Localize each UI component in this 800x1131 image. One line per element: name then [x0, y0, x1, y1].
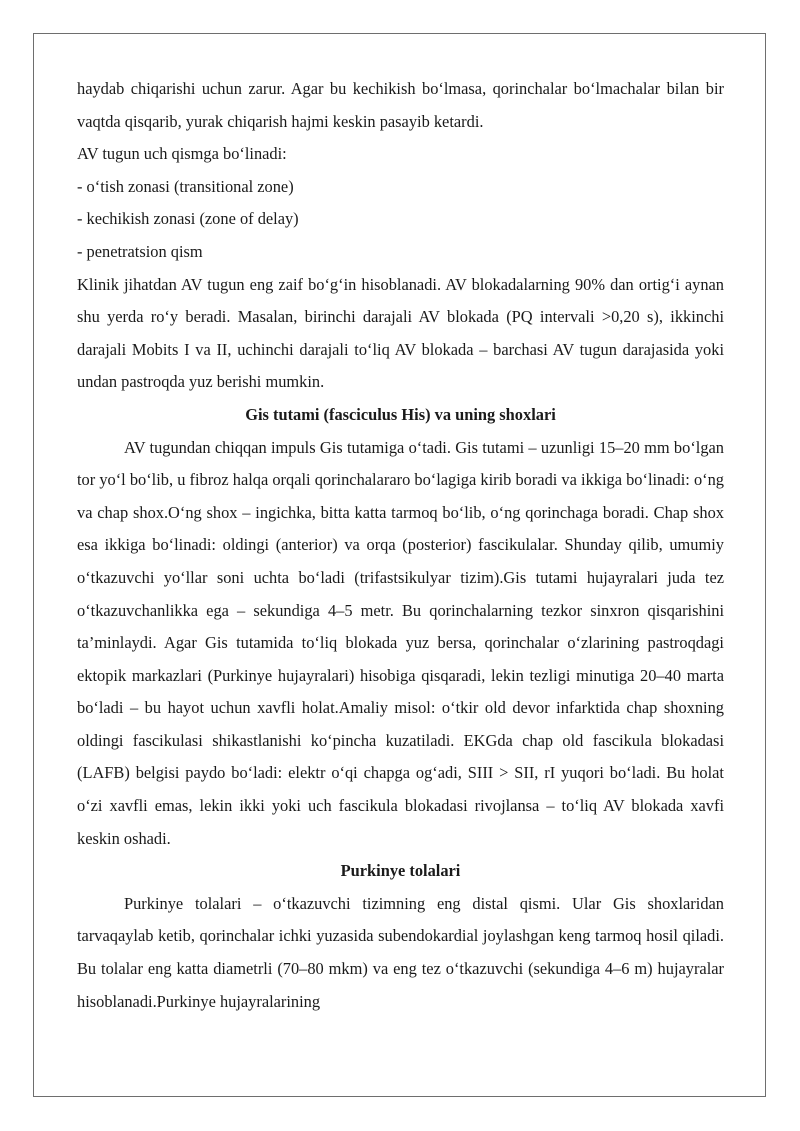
document-body: [77, 73, 724, 1018]
heading-bundle-of-his: Gis tutami (fasciculus His) va uning shoxlari: [245, 404, 556, 424]
paragraph-purkinje-fibers: Purkinye tolalari – o‘tkazuvchi tizimning eng distal qismi. Ular Gis shoxlaridan tarvaqaylab ketib, qorinchalar ichki yuzasida subendokardial joylashgan keng tarmoq hosil qiladi. Bu tolalar eng katta diametrli (70–80 mkm) va eng tez o‘tkazuvchi (sekundiga 4–6 m) hujayralar hisoblanadi.Purkinye hujayralarining: [77, 893, 724, 1011]
list-item-transitional-zone: - o‘tish zonasi (transitional zone): [77, 176, 294, 196]
av-node-parts-intro: AV tugun uch qismga bo‘linadi:: [77, 144, 287, 164]
heading-purkinje-fibers: Purkinye tolalari: [340, 861, 461, 881]
list-item-penetrating-part: - penetratsion qism: [77, 241, 203, 261]
paragraph-cardiac-output: haydab chiqarishi uchun zarur. Agar bu kechikish bo‘lmasa, qorinchalar bo‘lmachalar bilan bir vaqtda qisqarib, yurak chiqarish hajmi keskin pasayib ketardi.: [77, 79, 724, 131]
paragraph-bundle-of-his: AV tugundan chiqqan impuls Gis tutamiga o‘tadi. Gis tutami – uzunligi 15–20 mm bo‘lgan tor yo‘l bo‘lib, u fibroz halqa orqali qorinchalararo bo‘lagiga kirib boradi va ikkiga bo‘linadi: o‘ng va chap shox.O‘ng shox – ingichka, bitta katta tarmoq bo‘lib, o‘ng qorinchaga boradi. Chap shox esa ikkiga bo‘linadi: oldingi (anterior) va orqa (posterior) fascikulalar. Shunday qilib, umumiy o‘tkazuvchi yo‘llar soni uchta bo‘ladi (trifastsikulyar tizim).Gis tutami hujayralari juda tez o‘tkazuvchanlikka ega – sekundiga 4–5 metr. Bu qorinchalarning tezkor sinxron qisqarishini ta’minlaydi. Agar Gis tutamida to‘liq blokada yuz bersa, qorinchalar o‘zlarining pastroqdagi ektopik markazlari (Purkinye hujayralari) hisobiga qisqaradi, lekin tezligi minutiga 20–40 marta bo‘ladi – bu hayot uchun xavfli holat.Amaliy misol: o‘tkir old devor infarktida chap shoxning oldingi fascikulasi shikastlanishi ko‘pincha kuzatiladi. EKGda chap old fascikula blokadasi (LAFB) belgisi paydo bo‘ladi: elektr o‘qi chapga og‘adi, SIII > SII, rI yuqori bo‘ladi. Bu holat o‘zi xavfli emas, lekin ikki yoki uch fascikula blokadasi rivojlansa – to‘liq AV blokada xavfi keskin oshadi.: [77, 437, 724, 848]
paragraph-av-blocks: Klinik jihatdan AV tugun eng zaif bo‘g‘in hisoblanadi. AV blokadalarning 90% dan ortig‘i aynan shu yerda ro‘y beradi. Masalan, birinchi darajali AV blokada (PQ intervali >0,20 s), ikkinchi darajali Mobits I va II, uchinchi darajali to‘liq AV blokada – barchasi AV tugun darajasida yoki undan pastroqda yuz berishi mumkin.: [77, 274, 724, 392]
list-item-zone-of-delay: - kechikish zonasi (zone of delay): [77, 209, 299, 229]
